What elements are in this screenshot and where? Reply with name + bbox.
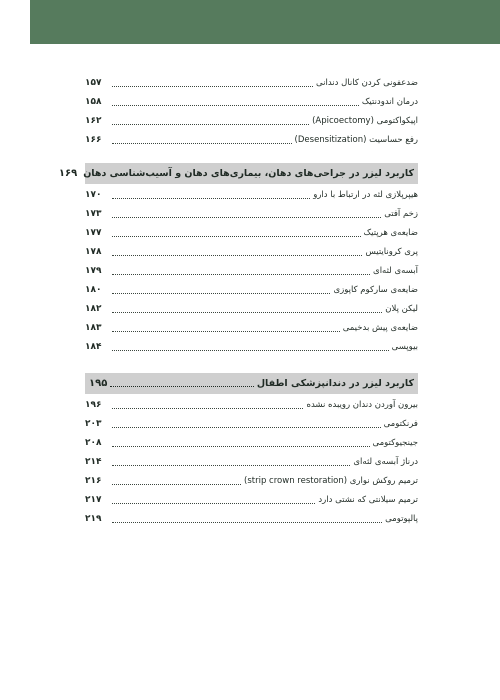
toc-entry-title: رفع حساسیت (Desensitization): [294, 135, 418, 146]
toc-entry[interactable]: [85, 472, 418, 491]
toc-entry-page: ۱۸۰: [85, 285, 102, 295]
toc-entry-page: ۱۵۸: [85, 97, 102, 107]
leader-dots: [112, 312, 382, 313]
toc-entry-title: ترمیم سیلانتی که نشتی دارد: [318, 495, 418, 506]
toc-entry[interactable]: [85, 510, 418, 529]
toc-entry-title: ضایعه‌ی هرپتیک: [363, 228, 418, 239]
toc-entry[interactable]: [85, 74, 418, 93]
toc-entry-page: ۲۰۳: [85, 419, 102, 429]
toc-entry-title: هیپرپلازی لثه در ارتباط با دارو: [313, 190, 418, 201]
toc-entry-title: ضدعفونی کردن کانال دندانی: [316, 78, 418, 89]
toc-entry[interactable]: [85, 415, 418, 434]
toc-entry[interactable]: [85, 186, 418, 205]
toc-entry-title: جینجیوکتومی: [372, 438, 418, 449]
section-heading-title: کاربرد لیزر در جراحی‌های دهان، بیماری‌های دهان و آسیب‌شناسی دهان: [83, 168, 414, 179]
toc-entry-title: لیکن پلان: [385, 304, 418, 315]
toc-entry-page: ۱۶۶: [85, 135, 102, 145]
toc-entry-page: ۲۱۹: [85, 514, 102, 524]
leader-dots: [112, 408, 303, 409]
section-heading-page: ۱۶۹: [58, 168, 78, 179]
leader-dots: [112, 446, 370, 447]
toc-entry[interactable]: [85, 319, 418, 338]
leader-dots: [110, 386, 254, 387]
leader-dots: [112, 503, 315, 504]
toc-entry-page: ۲۰۸: [85, 438, 102, 448]
toc-entry[interactable]: [85, 205, 418, 224]
toc-entry-page: ۱۸۳: [85, 323, 102, 333]
toc-entry-title: ترمیم روکش نواری (strip crown restoration): [244, 476, 418, 487]
toc-entry-page: ۱۷۳: [85, 209, 102, 219]
section-heading-page: ۱۹۵: [89, 378, 108, 389]
toc-entry-title: درمان اندودنتیک: [361, 97, 418, 108]
toc-entry-title: بیرون آوردن دندان رویبده نشده: [306, 400, 418, 411]
leader-dots: [112, 427, 381, 428]
toc-entry[interactable]: [85, 396, 418, 415]
toc-entry-page: ۲۱۴: [85, 457, 102, 467]
toc-entry-page: ۱۶۲: [85, 116, 102, 126]
leader-dots: [112, 350, 389, 351]
leader-dots: [112, 105, 359, 106]
toc-entry[interactable]: [85, 224, 418, 243]
toc-entry[interactable]: [85, 112, 418, 131]
page-margin-strip: [0, 0, 30, 700]
toc-entry-title: زخم آفتی: [384, 209, 418, 220]
table-of-contents: [58, 74, 418, 529]
toc-entry-title: درناژ آبسه‌ی لثه‌ای: [353, 457, 418, 468]
toc-entry-title: ضایعه‌ی سارکوم کاپوزی: [333, 285, 418, 296]
toc-entry-title: پالپوتومی: [385, 514, 418, 525]
toc-entry-page: ۱۷۷: [85, 228, 102, 238]
toc-entry-page: ۱۷۰: [85, 190, 102, 200]
leader-dots: [112, 522, 382, 523]
section-heading[interactable]: [85, 373, 418, 394]
leader-dots: [112, 465, 350, 466]
toc-entry[interactable]: [85, 262, 418, 281]
toc-entry[interactable]: [85, 281, 418, 300]
leader-dots: [112, 86, 313, 87]
leader-dots: [112, 198, 310, 199]
leader-dots: [112, 274, 370, 275]
toc-entry-title: ضایعه‌ی پیش بدخیمی: [342, 323, 418, 334]
leader-dots: [112, 255, 362, 256]
toc-entry-page: ۱۹۶: [85, 400, 102, 410]
section-heading[interactable]: [58, 163, 418, 184]
toc-entry[interactable]: [85, 131, 418, 150]
leader-dots: [112, 124, 309, 125]
toc-entry-page: ۱۷۸: [85, 247, 102, 257]
toc-entry-page: ۱۸۴: [85, 342, 102, 352]
toc-entry[interactable]: [85, 434, 418, 453]
toc-entry-page: ۲۱۷: [85, 495, 102, 505]
toc-entry[interactable]: [85, 243, 418, 262]
toc-entry-title: آبسه‌ی لثه‌ای: [373, 266, 418, 277]
section-heading-title: کاربرد لیزر در دندانپزشکی اطفال: [256, 378, 414, 389]
leader-dots: [112, 293, 330, 294]
toc-entry-page: ۱۵۷: [85, 78, 102, 88]
leader-dots: [112, 143, 292, 144]
toc-entry[interactable]: [85, 491, 418, 510]
header-band: [30, 0, 500, 44]
toc-entry-page: ۱۷۹: [85, 266, 102, 276]
toc-entry-title: فرنکتومی: [383, 419, 418, 430]
toc-entry[interactable]: [85, 453, 418, 472]
toc-entry-title: پری کرونایتیس: [365, 247, 418, 258]
toc-entry[interactable]: [85, 93, 418, 112]
leader-dots: [112, 217, 381, 218]
toc-entry[interactable]: [85, 300, 418, 319]
toc-entry-page: ۲۱۶: [85, 476, 102, 486]
leader-dots: [112, 484, 241, 485]
toc-entry-title: اپیکواکتومی (Apicoectomy): [312, 116, 418, 127]
toc-entry[interactable]: [85, 338, 418, 357]
leader-dots: [112, 331, 340, 332]
toc-entry-page: ۱۸۲: [85, 304, 102, 314]
toc-entry-title: بیوپسی: [391, 342, 418, 353]
leader-dots: [112, 236, 361, 237]
